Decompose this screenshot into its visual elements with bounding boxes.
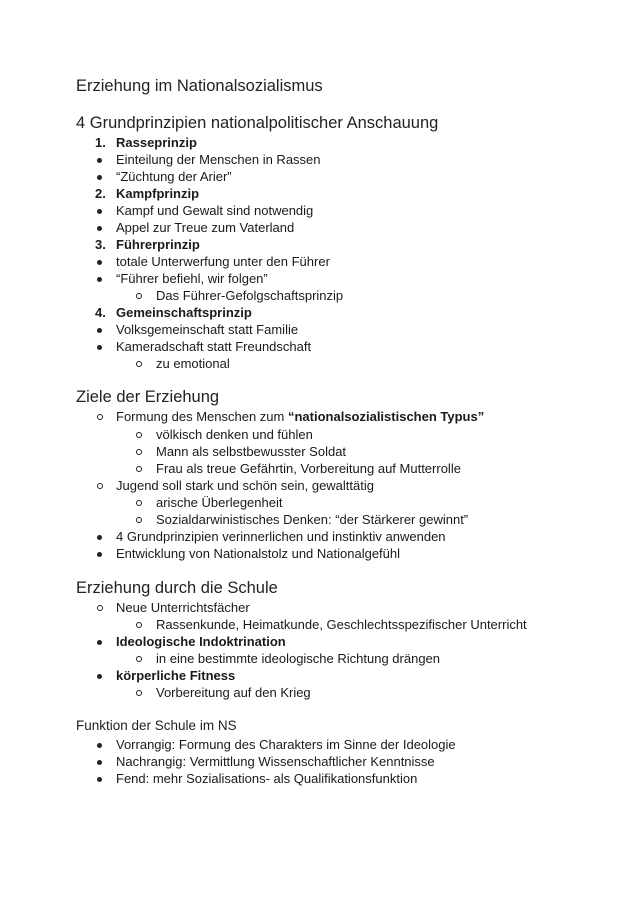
sub-bullet-icon (136, 690, 142, 696)
list-item-text: Vorbereitung auf den Krieg (156, 685, 311, 700)
bullet-icon (97, 277, 102, 282)
list-item-text: Gemeinschaftsprinzip (116, 305, 252, 320)
sub-bullet-icon (136, 656, 142, 662)
sub-bullet-icon (136, 500, 142, 506)
list-item-text: Neue Unterrichtsfächer (116, 600, 250, 615)
list-item-text: Jugend soll stark und schön sein, gewalttätig (116, 478, 374, 493)
list-item-text: Kameradschaft statt Freundschaft (116, 339, 312, 354)
bullet-icon (97, 175, 102, 180)
bullet-icon (97, 640, 102, 645)
list-item-text: Nachrangig: Vermittlung Wissenschaftlicher Kenntnisse (116, 754, 435, 769)
list-item-text: in eine bestimmte ideologische Richtung drängen (156, 651, 441, 666)
list-item-text: Entwicklung von Nationalstolz und Nationalgefühl (116, 546, 401, 561)
list-item-text: arische Überlegenheit (156, 495, 283, 510)
sub-bullet-icon (136, 293, 142, 299)
list-item-text: Appel zur Treue zum Vaterland (116, 220, 295, 235)
list-item-text: Vorrangig: Formung des Charakters im Sinne der Ideologie (116, 737, 456, 752)
list-item-text: Fend: mehr Sozialisations- als Qualifikationsfunktion (116, 771, 418, 786)
sub-bullet-icon (136, 517, 142, 523)
list-item-text: Volksgemeinschaft statt Familie (116, 322, 299, 337)
sub-bullet-icon (136, 466, 142, 472)
bullet-icon (97, 777, 102, 782)
list-item-text: Kampf und Gewalt sind notwendig (116, 203, 314, 218)
bullet-icon (97, 345, 102, 350)
list-item-text: Einteilung der Menschen in Rassen (116, 152, 321, 167)
bullet-icon (97, 260, 102, 265)
list-item-text: völkisch denken und fühlen (156, 427, 313, 442)
list-item-text: körperliche Fitness (116, 668, 236, 683)
sub-bullet-icon (97, 414, 103, 420)
list-item-text: Sozialdarwinistisches Denken: “der Stärkerer gewinnt” (156, 512, 469, 527)
list-number: 1. (95, 135, 106, 150)
bullet-icon (97, 226, 102, 231)
list-item-text: zu emotional (156, 356, 230, 371)
bullet-icon (97, 760, 102, 765)
list-item-text: Rasseprinzip (116, 135, 197, 150)
list-item-text: “Führer befiehl, wir folgen” (116, 271, 268, 286)
section-heading-funktion: Funktion der Schule im NS (76, 718, 237, 733)
list-item-text: Das Führer-Gefolgschaftsprinzip (156, 288, 344, 303)
bullet-icon (97, 209, 102, 214)
list-item-text: “Züchtung der Arier” (116, 169, 232, 184)
sub-bullet-icon (136, 432, 142, 438)
list-number: 3. (95, 237, 106, 252)
sub-bullet-icon (136, 449, 142, 455)
list-item-text: Formung des Menschen zum (116, 409, 288, 424)
bullet-icon (97, 743, 102, 748)
list-item-text: totale Unterwerfung unter den Führer (116, 254, 330, 269)
sub-bullet-icon (136, 361, 142, 367)
sub-bullet-icon (97, 483, 103, 489)
list-item-bold-text: “nationalsozialistischen Typus” (287, 409, 485, 424)
sub-bullet-icon (136, 622, 142, 628)
bullet-icon (97, 552, 102, 557)
document-title: Erziehung im Nationalsozialismus (76, 77, 323, 95)
list-number: 2. (95, 186, 106, 201)
bullet-icon (97, 158, 102, 163)
list-item-text: Frau als treue Gefährtin, Vorbereitung auf Mutterrolle (156, 461, 461, 476)
list-item-text: 4 Grundprinzipien verinnerlichen und instinktiv anwenden (116, 529, 446, 544)
list-item-text: Führerprinzip (116, 237, 200, 252)
list-item-text: Mann als selbstbewusster Soldat (156, 444, 347, 459)
list-item-text: Rassenkunde, Heimatkunde, Geschlechtsspezifischer Unterricht (156, 617, 527, 632)
bullet-icon (97, 328, 102, 333)
list-item-text: Ideologische Indoktrination (116, 634, 286, 649)
section-heading-ziele: Ziele der Erziehung (76, 388, 220, 406)
section-heading-grundprinzipien: 4 Grundprinzipien nationalpolitischer Anschauung (76, 114, 439, 132)
bullet-icon (97, 674, 102, 679)
list-number: 4. (95, 305, 106, 320)
list-item-text: Kampfprinzip (116, 186, 200, 201)
section-heading-schule: Erziehung durch die Schule (76, 579, 278, 597)
sub-bullet-icon (97, 605, 103, 611)
bullet-icon (97, 535, 102, 540)
